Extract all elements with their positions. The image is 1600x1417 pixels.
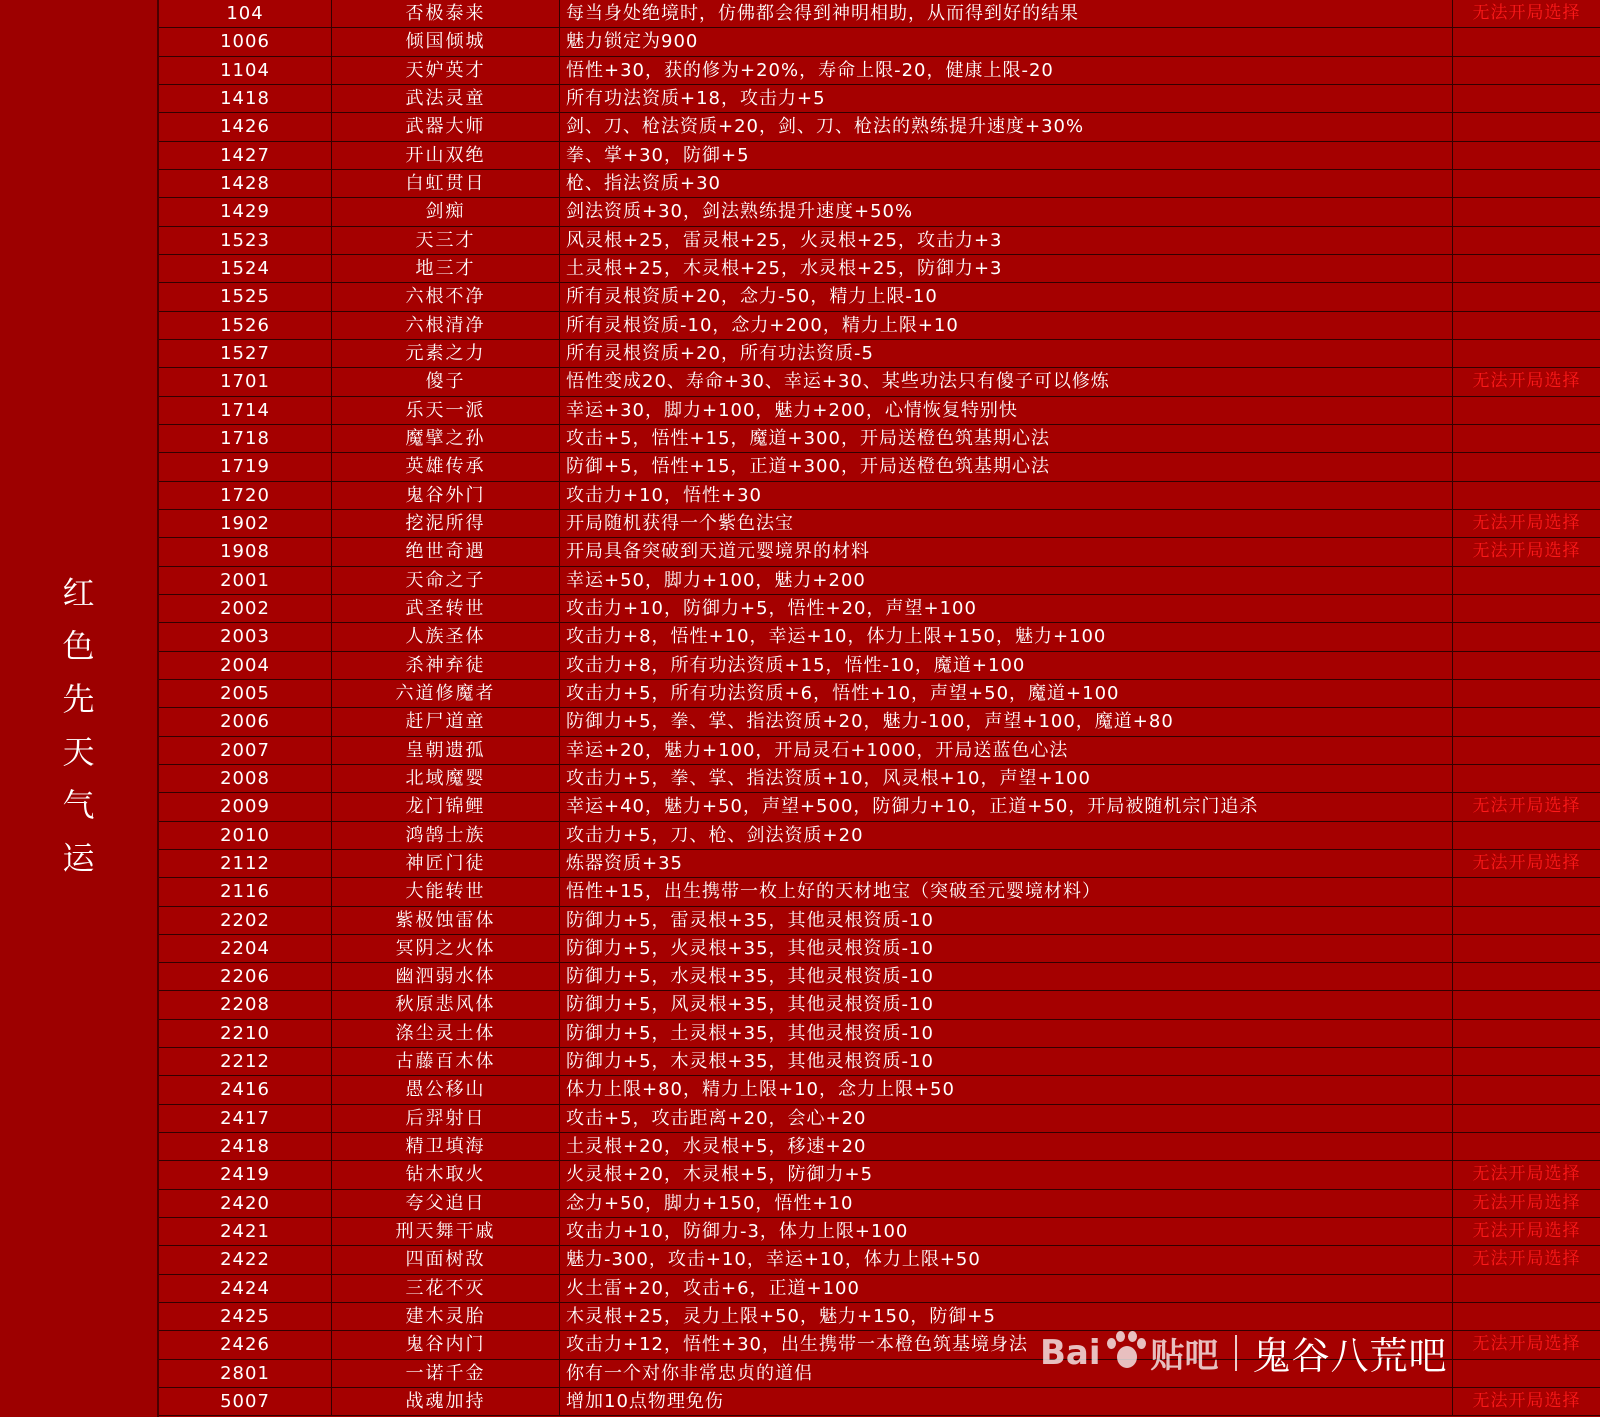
talent-id: 2008: [159, 765, 332, 792]
talent-id: 1718: [159, 425, 332, 452]
table-row: [159, 850, 1600, 878]
talent-note: 无法开局选择: [1472, 541, 1581, 562]
talent-effect: 枪、指法资质+30: [560, 170, 1453, 197]
talent-id: 2208: [159, 991, 332, 1018]
talent-note: [1453, 227, 1600, 254]
talent-effect: 剑法资质+30，剑法熟练提升速度+50%: [560, 198, 1453, 225]
talent-id: 2204: [159, 935, 332, 962]
talent-id: 2003: [159, 623, 332, 650]
talent-name: 天命之子: [332, 567, 560, 594]
talent-effect: 幸运+40，魅力+50，声望+500，防御力+10，正道+50，开局被随机宗门追杀: [560, 793, 1453, 820]
talent-id: 2425: [159, 1303, 332, 1330]
talent-name: 英雄传承: [332, 453, 560, 480]
talent-note: [1453, 623, 1600, 650]
talent-id: 2212: [159, 1048, 332, 1075]
talent-note: 无法开局选择: [1472, 1249, 1581, 1270]
table-row: [159, 0, 1600, 28]
talent-effect: 攻击力+5，拳、掌、指法资质+10，风灵根+10，声望+100: [560, 765, 1453, 792]
table-row: [159, 907, 1600, 935]
talent-name: 古藤百木体: [332, 1048, 560, 1075]
talent-id: 2010: [159, 822, 332, 849]
talent-name: 冥阴之火体: [332, 935, 560, 962]
talent-id: 1527: [159, 340, 332, 367]
talent-id: 1429: [159, 198, 332, 225]
talent-name: 元素之力: [332, 340, 560, 367]
table-row: [159, 482, 1600, 510]
table-row: [159, 793, 1600, 821]
talent-note: 无法开局选择: [1472, 3, 1581, 23]
talent-id: 2004: [159, 652, 332, 679]
talent-note: [1453, 822, 1600, 849]
talent-name: 魔擘之孙: [332, 425, 560, 452]
talent-name: 开山双绝: [332, 142, 560, 169]
talent-id: 1418: [159, 85, 332, 112]
talent-name: 地三才: [332, 255, 560, 282]
talent-note: [1453, 1076, 1600, 1103]
talent-effect: 防御力+5，水灵根+35，其他灵根资质-10: [560, 963, 1453, 990]
talent-id: 2426: [159, 1331, 332, 1358]
talent-note: [1453, 1275, 1600, 1302]
talent-name: 愚公移山: [332, 1076, 560, 1103]
talent-note: 无法开局选择: [1472, 1334, 1581, 1355]
talent-id: 2422: [159, 1246, 332, 1273]
talent-id: 1104: [159, 57, 332, 84]
talent-id: 104: [159, 0, 332, 27]
talent-effect: 开局随机获得一个紫色法宝: [560, 510, 1453, 537]
talent-name: 鸿鹄士族: [332, 822, 560, 849]
talent-id: 2006: [159, 708, 332, 735]
table-row: [159, 567, 1600, 595]
talent-effect: 体力上限+80，精力上限+10，念力上限+50: [560, 1076, 1453, 1103]
talent-id: 2005: [159, 680, 332, 707]
talent-effect: 防御+5，悟性+15，正道+300，开局送橙色筑基期心法: [560, 453, 1453, 480]
talent-name: 紫极蚀雷体: [332, 907, 560, 934]
talent-note: [1453, 1020, 1600, 1047]
talent-id: 2001: [159, 567, 332, 594]
talent-effect: 增加10点物理免伤: [560, 1388, 1453, 1415]
table-row: [159, 1076, 1600, 1104]
talent-effect: 剑、刀、枪法资质+20，剑、刀、枪法的熟练提升速度+30%: [560, 113, 1453, 140]
talent-effect: 木灵根+25，灵力上限+50，魅力+150，防御+5: [560, 1303, 1453, 1330]
table-row: [159, 1161, 1600, 1189]
talent-note: [1453, 198, 1600, 225]
talent-name: 否极泰来: [332, 0, 560, 27]
talent-effect: 攻击力+8，所有功法资质+15，悟性-10，魔道+100: [560, 652, 1453, 679]
talent-id: 1720: [159, 482, 332, 509]
talent-name: 北域魔婴: [332, 765, 560, 792]
talent-note: [1453, 85, 1600, 112]
talent-name: 皇朝遗孤: [332, 737, 560, 764]
talent-id: 2206: [159, 963, 332, 990]
talent-name: 建木灵胎: [332, 1303, 560, 1330]
table-row: [159, 453, 1600, 481]
talent-effect: 土灵根+20，水灵根+5，移速+20: [560, 1133, 1453, 1160]
talent-note: [1453, 340, 1600, 367]
talent-name: 鬼谷外门: [332, 482, 560, 509]
talent-effect: 悟性+15，出生携带一枚上好的天材地宝（突破至元婴境材料）: [560, 878, 1453, 905]
talent-note: [1453, 595, 1600, 622]
table-row: [159, 368, 1600, 396]
talent-note: [1453, 680, 1600, 707]
talent-effect: 攻击力+10，防御力-3，体力上限+100: [560, 1218, 1453, 1245]
talent-note: [1453, 255, 1600, 282]
talent-note: [1453, 312, 1600, 339]
table-row: [159, 85, 1600, 113]
table-row: [159, 397, 1600, 425]
table-row: [159, 765, 1600, 793]
talent-note: [1453, 1048, 1600, 1075]
talent-id: 2112: [159, 850, 332, 877]
talent-effect: 你有一个对你非常忠贞的道侣: [560, 1360, 1453, 1387]
talent-note: 无法开局选择: [1472, 852, 1581, 873]
talent-id: 2801: [159, 1360, 332, 1387]
talent-id: 2421: [159, 1218, 332, 1245]
talent-effect: 攻击力+5，刀、枪、剑法资质+20: [560, 822, 1453, 849]
talent-name: 乐天一派: [332, 397, 560, 424]
talent-id: 2002: [159, 595, 332, 622]
talent-effect: 开局具备突破到天道元婴境界的材料: [560, 538, 1453, 565]
talent-name: 涤尘灵土体: [332, 1020, 560, 1047]
talent-name: 刑天舞干戚: [332, 1218, 560, 1245]
talent-note: [1453, 1360, 1600, 1387]
table-row: [159, 1360, 1600, 1388]
talent-effect: 防御力+5，风灵根+35，其他灵根资质-10: [560, 991, 1453, 1018]
talent-effect: 攻击+5，悟性+15，魔道+300，开局送橙色筑基期心法: [560, 425, 1453, 452]
watermark-forum-name: 鬼谷八荒吧: [1252, 1334, 1448, 1378]
table-row: [159, 1020, 1600, 1048]
table-row: [159, 340, 1600, 368]
table-row: [159, 113, 1600, 141]
table-row: [159, 227, 1600, 255]
talent-note: [1453, 765, 1600, 792]
talent-name: 钻木取火: [332, 1161, 560, 1188]
talent-name: 挖泥所得: [332, 510, 560, 537]
talent-effect: 攻击力+10，悟性+30: [560, 482, 1453, 509]
talent-table: [159, 0, 1600, 1417]
talent-note: 无法开局选择: [1472, 1221, 1581, 1242]
talent-name: 大能转世: [332, 878, 560, 905]
talent-effect: 攻击+5，攻击距离+20，会心+20: [560, 1105, 1453, 1132]
talent-effect: 所有灵根资质-10，念力+200，精力上限+10: [560, 312, 1453, 339]
talent-effect: 拳、掌+30，防御+5: [560, 142, 1453, 169]
talent-note: [1453, 482, 1600, 509]
table-row: [159, 680, 1600, 708]
talent-note: [1453, 878, 1600, 905]
table-row: [159, 1275, 1600, 1303]
talent-note: [1453, 453, 1600, 480]
talent-note: [1453, 28, 1600, 55]
talent-effect: 所有功法资质+18，攻击力+5: [560, 85, 1453, 112]
talent-id: 1523: [159, 227, 332, 254]
watermark-brand: Bai: [1040, 1332, 1101, 1373]
table-row: [159, 1218, 1600, 1246]
talent-id: 2007: [159, 737, 332, 764]
talent-effect: 攻击力+10，防御力+5，悟性+20，声望+100: [560, 595, 1453, 622]
talent-name: 赶尸道童: [332, 708, 560, 735]
table-row: [159, 935, 1600, 963]
section-label: 红色先天气运: [62, 574, 95, 877]
talent-effect: 火灵根+20，木灵根+5，防御力+5: [560, 1161, 1453, 1188]
talent-id: 1701: [159, 368, 332, 395]
talent-name: 夸父追日: [332, 1190, 560, 1217]
talent-note: [1453, 1303, 1600, 1330]
talent-note: [1453, 737, 1600, 764]
talent-effect: 防御力+5，木灵根+35，其他灵根资质-10: [560, 1048, 1453, 1075]
talent-note: 无法开局选择: [1472, 1391, 1581, 1412]
table-row: [159, 1133, 1600, 1161]
talent-name: 精卫填海: [332, 1133, 560, 1160]
talent-name: 杀神弃徒: [332, 652, 560, 679]
talent-note: [1453, 935, 1600, 962]
table-row: [159, 737, 1600, 765]
talent-effect: 每当身处绝境时，仿佛都会得到神明相助，从而得到好的结果: [560, 0, 1453, 27]
talent-name: 秋原悲风体: [332, 991, 560, 1018]
talent-note: [1453, 567, 1600, 594]
talent-note: [1453, 283, 1600, 310]
watermark-brand-suffix: 贴吧: [1150, 1336, 1219, 1376]
table-row: [159, 1190, 1600, 1218]
talent-effect: 攻击力+5，所有功法资质+6，悟性+10，声望+50，魔道+100: [560, 680, 1453, 707]
talent-note: [1453, 425, 1600, 452]
talent-note: [1453, 991, 1600, 1018]
talent-name: 龙门锦鲤: [332, 793, 560, 820]
talent-effect: 所有灵根资质+20，所有功法资质-5: [560, 340, 1453, 367]
talent-name: 六根不净: [332, 283, 560, 310]
talent-id: 2202: [159, 907, 332, 934]
talent-note: [1453, 113, 1600, 140]
talent-effect: 幸运+30，脚力+100，魅力+200，心情恢复特别快: [560, 397, 1453, 424]
talent-name: 鬼谷内门: [332, 1331, 560, 1358]
talent-id: 1526: [159, 312, 332, 339]
talent-effect: 土灵根+25，木灵根+25，水灵根+25，防御力+3: [560, 255, 1453, 282]
talent-note: [1453, 397, 1600, 424]
talent-effect: 攻击力+12，悟性+30，出生携带一本橙色筑基境身法: [560, 1331, 1453, 1358]
talent-note: [1453, 170, 1600, 197]
talent-name: 人族圣体: [332, 623, 560, 650]
table-row: [159, 652, 1600, 680]
talent-effect: 炼器资质+35: [560, 850, 1453, 877]
talent-name: 武器大师: [332, 113, 560, 140]
talent-name: 倾国倾城: [332, 28, 560, 55]
talent-name: 武法灵童: [332, 85, 560, 112]
talent-id: 2009: [159, 793, 332, 820]
talent-id: 1525: [159, 283, 332, 310]
table-row: [159, 1388, 1600, 1416]
section-column: [0, 0, 159, 1417]
talent-effect: 防御力+5，拳、掌、指法资质+20，魅力-100，声望+100，魔道+80: [560, 708, 1453, 735]
talent-effect: 幸运+50，脚力+100，魅力+200: [560, 567, 1453, 594]
talent-id: 2416: [159, 1076, 332, 1103]
talent-name: 傻子: [332, 368, 560, 395]
talent-effect: 幸运+20，魅力+100，开局灵石+1000，开局送蓝色心法: [560, 737, 1453, 764]
talent-effect: 念力+50，脚力+150，悟性+10: [560, 1190, 1453, 1217]
talent-id: 2210: [159, 1020, 332, 1047]
table-row: [159, 198, 1600, 226]
table-row: [159, 623, 1600, 651]
talent-name: 绝世奇遇: [332, 538, 560, 565]
talent-id: 2418: [159, 1133, 332, 1160]
talent-name: 四面树敌: [332, 1246, 560, 1273]
talent-effect: 魅力-300，攻击+10，幸运+10，体力上限+50: [560, 1246, 1453, 1273]
talent-note: 无法开局选择: [1472, 796, 1581, 817]
talent-note: [1453, 142, 1600, 169]
talent-effect: 魅力锁定为900: [560, 28, 1453, 55]
talent-note: [1453, 652, 1600, 679]
table-row: [159, 1246, 1600, 1274]
table-row: [159, 878, 1600, 906]
table-row: [159, 1105, 1600, 1133]
talent-id: 1719: [159, 453, 332, 480]
talent-note: [1453, 1133, 1600, 1160]
talent-note: 无法开局选择: [1472, 371, 1581, 392]
talent-effect: 悟性+30，获的修为+20%，寿命上限-20，健康上限-20: [560, 57, 1453, 84]
talent-note: [1453, 1105, 1600, 1132]
talent-name: 六根清净: [332, 312, 560, 339]
table-row: [159, 822, 1600, 850]
table-row: [159, 538, 1600, 566]
talent-effect: 所有灵根资质+20，念力-50，精力上限-10: [560, 283, 1453, 310]
talent-id: 1714: [159, 397, 332, 424]
table-row: [159, 1048, 1600, 1076]
talent-name: 武圣转世: [332, 595, 560, 622]
talent-note: 无法开局选择: [1472, 1192, 1581, 1213]
talent-effect: 火土雷+20，攻击+6，正道+100: [560, 1275, 1453, 1302]
table-row: [159, 1303, 1600, 1331]
talent-effect: 防御力+5，火灵根+35，其他灵根资质-10: [560, 935, 1453, 962]
talent-id: 2424: [159, 1275, 332, 1302]
table-row: [159, 28, 1600, 56]
talent-note: 无法开局选择: [1472, 1164, 1581, 1185]
table-row: [159, 991, 1600, 1019]
talent-note: 无法开局选择: [1472, 512, 1581, 533]
table-row: [159, 963, 1600, 991]
talent-id: 1006: [159, 28, 332, 55]
talent-note: [1453, 57, 1600, 84]
talent-id: 2116: [159, 878, 332, 905]
table-row: [159, 510, 1600, 538]
talent-name: 一诺千金: [332, 1360, 560, 1387]
talent-name: 剑痴: [332, 198, 560, 225]
table-row: [159, 142, 1600, 170]
talent-note: [1453, 708, 1600, 735]
table-row: [159, 312, 1600, 340]
talent-id: 1428: [159, 170, 332, 197]
talent-id: 2420: [159, 1190, 332, 1217]
talent-name: 幽泗弱水体: [332, 963, 560, 990]
talent-id: 2419: [159, 1161, 332, 1188]
table-row: [159, 1331, 1600, 1359]
talent-name: 天三才: [332, 227, 560, 254]
talent-name: 六道修魔者: [332, 680, 560, 707]
table-row: [159, 595, 1600, 623]
table-row: [159, 57, 1600, 85]
talent-effect: 风灵根+25，雷灵根+25，火灵根+25，攻击力+3: [560, 227, 1453, 254]
talent-id: 1524: [159, 255, 332, 282]
talent-effect: 防御力+5，雷灵根+35，其他灵根资质-10: [560, 907, 1453, 934]
talent-id: 1427: [159, 142, 332, 169]
talent-note: [1453, 907, 1600, 934]
talent-id: 2417: [159, 1105, 332, 1132]
table-row: [159, 255, 1600, 283]
talent-name: 后羿射日: [332, 1105, 560, 1132]
talent-id: 1426: [159, 113, 332, 140]
talent-name: 神匠门徒: [332, 850, 560, 877]
table-row: [159, 170, 1600, 198]
table-row: [159, 283, 1600, 311]
talent-name: 白虹贯日: [332, 170, 560, 197]
talent-id: 5007: [159, 1388, 332, 1415]
talent-effect: 悟性变成20、寿命+30、幸运+30、某些功法只有傻子可以修炼: [560, 368, 1453, 395]
talent-note: [1453, 963, 1600, 990]
talent-name: 天妒英才: [332, 57, 560, 84]
talent-effect: 攻击力+8，悟性+10，幸运+10，体力上限+150，魅力+100: [560, 623, 1453, 650]
talent-name: 战魂加持: [332, 1388, 560, 1415]
talent-id: 1908: [159, 538, 332, 565]
talent-name: 三花不灭: [332, 1275, 560, 1302]
talent-id: 1902: [159, 510, 332, 537]
talent-effect: 防御力+5，土灵根+35，其他灵根资质-10: [560, 1020, 1453, 1047]
table-row: [159, 425, 1600, 453]
table-row: [159, 708, 1600, 736]
